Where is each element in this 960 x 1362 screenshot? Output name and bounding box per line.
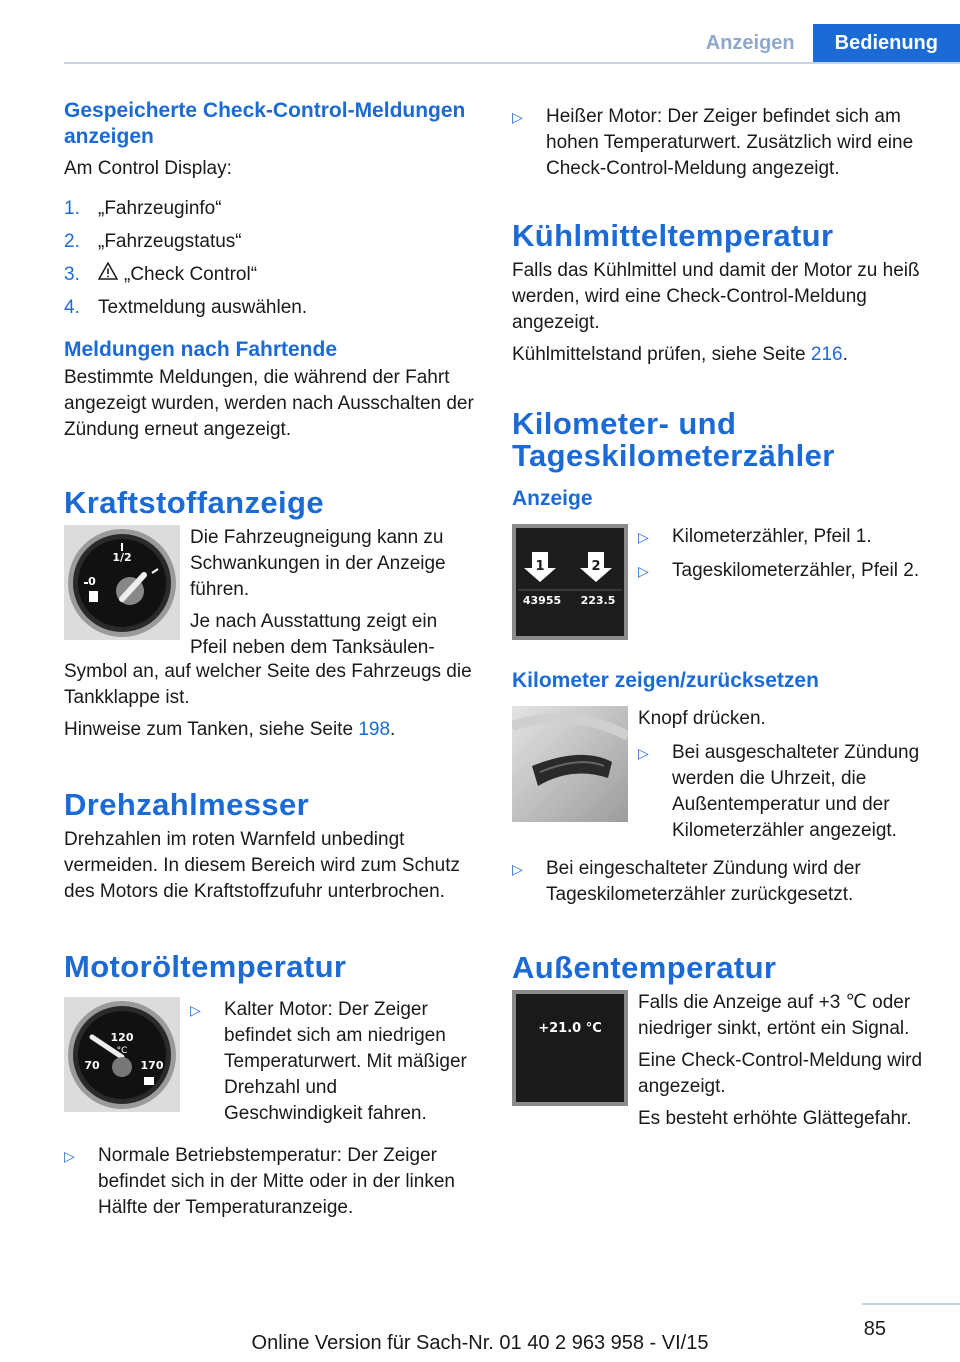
page-number: 85 (863, 1318, 886, 1340)
fuel-half-mark: 1/2 (112, 551, 132, 564)
oil-mid-mark: 120 (110, 1031, 134, 1044)
page-link-198[interactable]: 198 (358, 719, 391, 740)
warning-triangle-icon (98, 262, 124, 288)
motoroel-row (64, 997, 479, 1135)
step-item (64, 295, 479, 321)
km-heading: Kilometer- und Tageskilometerzähler (512, 406, 835, 473)
header-rule (64, 62, 960, 64)
kraftstoff-hint (64, 717, 479, 743)
kraftstoff-heading: Kraftstoffanzeige (64, 485, 324, 520)
reset-row (512, 706, 927, 852)
oil-low-mark: 70 (84, 1059, 100, 1072)
motor-hot-list (512, 104, 927, 182)
reset-heading: Kilometer zeigen/zurücksetzen (512, 669, 819, 692)
oil-high-mark: 170 (140, 1059, 164, 1072)
step-number: 4. (64, 297, 80, 318)
fahrtende-heading: Meldungen nach Fahrtende (64, 338, 338, 361)
left-column (64, 98, 479, 1229)
motoroel-list-a (190, 997, 479, 1135)
list-item (512, 856, 927, 908)
footer-rule (862, 1303, 960, 1305)
reset-text: Knopf drücken. (638, 708, 766, 729)
step-number: 1. (64, 198, 80, 219)
gespeichert-intro: Am Control Display: (64, 158, 232, 179)
motor-hot-text: Heißer Motor: Der Zeiger befindet sich am hohen Temperaturwert. Zusätzlich wird eine Check-Control-Meldung angezeigt. (546, 106, 914, 179)
step-item (64, 262, 479, 288)
triangle-bullet-icon: ▷ (638, 563, 649, 579)
reset-list-a (638, 740, 927, 844)
odometer-arrow-2: 2 (591, 559, 601, 574)
footer-version: Online Version für Sach-Nr. 01 40 2 963 958 - VI/15 (251, 1332, 709, 1354)
step-item (64, 196, 479, 222)
list-item (64, 1143, 479, 1221)
kuehl-check-text: Kühlmittelstand prüfen, siehe Seite (512, 344, 811, 365)
km-item-1: Kilometerzähler, Pfeil 1. (672, 526, 872, 547)
motoroel-item-2: Normale Betriebstemperatur: Der Zeiger befindet sich in der Mitte oder in der linken Hälfte der Temperaturanzeige. (98, 1145, 455, 1218)
list-item (638, 524, 927, 550)
kraftstoff-hint-period: . (390, 719, 396, 740)
list-item (512, 104, 927, 182)
step-item (64, 229, 479, 255)
fuel-zero-mark: 0 (88, 575, 96, 588)
motoroel-heading: Motoröltemperatur (64, 949, 347, 984)
tab-bedienung[interactable]: Bedienung (813, 24, 960, 62)
odometer-display-image (512, 524, 628, 640)
kraftstoff-hint-text: Hinweise zum Tanken, siehe Seite (64, 719, 359, 740)
motoroel-item-1: Kalter Motor: Der Zeiger befindet sich am niedrigen Temperaturwert. Mit mäßiger Drehzahl und Geschwindigkeit fahren. (224, 999, 467, 1124)
triangle-bullet-icon: ▷ (512, 861, 523, 877)
aussen-p1: Falls die Anzeige auf +3 ℃ oder niedriger sinkt, ertönt ein Signal. (638, 992, 911, 1039)
reset-item-1: Bei ausgeschalteter Zündung werden die Uhrzeit, die Außentemperatur und der Kilometerzähler angezeigt. (672, 742, 920, 841)
triangle-bullet-icon: ▷ (638, 529, 649, 545)
triangle-bullet-icon: ▷ (190, 1002, 201, 1018)
triangle-bullet-icon: ▷ (64, 1148, 75, 1164)
kuehl-heading: Kühlmitteltemperatur (512, 218, 834, 253)
tab-anzeigen[interactable]: Anzeigen (688, 24, 813, 62)
drehzahl-text: Drehzahlen im roten Warnfeld unbedingt vermeiden. In diesem Bereich wird zum Schutz des Motors die Kraftstoffzufuhr unterbrochen. (64, 829, 460, 902)
step-number: 2. (64, 231, 80, 252)
list-item (190, 997, 479, 1127)
km-list (638, 524, 927, 592)
aussen-heading: Außentemperatur (512, 950, 777, 985)
odometer-arrow-1: 1 (535, 559, 545, 574)
list-item (638, 558, 927, 584)
kuehl-check (512, 342, 927, 368)
outside-temp-display-image (512, 990, 628, 1106)
oil-unit: °C (116, 1046, 128, 1056)
kuehl-text: Falls das Kühlmittel und damit der Motor zu heiß werden, wird eine Check-Control-Meldung angezeigt. (512, 260, 920, 333)
header-tabs (688, 24, 960, 62)
kraftstoff-p2b: Symbol an, auf welcher Seite des Fahrzeugs die Tankklappe ist. (64, 661, 472, 708)
odometer-total: 43955 (522, 594, 562, 607)
gespeichert-heading: Gespeicherte Check-Control-Meldungen anzeigen (64, 99, 466, 148)
kraftstoff-p1: Die Fahrzeugneigung kann zu Schwankungen in der Anzeige führen. (190, 527, 446, 600)
kuehl-check-period: . (842, 344, 848, 365)
reset-button-image (512, 706, 628, 822)
aussen-p2: Eine Check-Control-Meldung wird angezeigt. (638, 1050, 923, 1097)
odometer-trip: 223.5 (580, 594, 616, 607)
triangle-bullet-icon: ▷ (638, 745, 649, 761)
kraftstoff-p2a: Je nach Ausstattung zeigt ein Pfeil neben dem Tanksäulen- (190, 611, 438, 658)
outside-temp-value: +21.0 °C (538, 1021, 602, 1036)
aussen-p3: Es besteht erhöhte Glättegefahr. (638, 1108, 912, 1129)
reset-item-2: Bei eingeschalteter Zündung wird der Tageskilometerzähler zurückgesetzt. (546, 858, 861, 905)
list-item (638, 740, 927, 844)
fuel-gauge-image (64, 525, 180, 640)
page-link-216[interactable]: 216 (810, 344, 843, 365)
step-text: „Fahrzeugstatus“ (98, 231, 242, 252)
motoroel-list-b (64, 1143, 479, 1221)
km-row (512, 524, 927, 640)
fahrtende-text: Bestimmte Meldungen, die während der Fahrt angezeigt wurden, werden nach Ausschalten der Zündung erneut angezeigt. (64, 367, 474, 440)
step-text: „Fahrzeuginfo“ (98, 198, 222, 219)
oil-temp-gauge-image (64, 997, 180, 1112)
anzeige-heading: Anzeige (512, 487, 593, 510)
kraftstoff-side-text (190, 525, 479, 661)
gespeichert-steps (64, 196, 479, 321)
km-item-2: Tageskilometerzähler, Pfeil 2. (672, 560, 920, 581)
step-text: „Check Control“ (124, 264, 258, 285)
right-column (512, 104, 927, 1136)
step-number: 3. (64, 264, 80, 285)
step-text: Textmeldung auswählen. (98, 297, 308, 318)
triangle-bullet-icon: ▷ (512, 109, 523, 125)
drehzahl-heading: Drehzahlmesser (64, 787, 310, 822)
aussen-row (512, 990, 927, 1136)
aussen-side (638, 990, 927, 1136)
kraftstoff-row (64, 525, 479, 661)
reset-list-b (512, 856, 927, 908)
reset-side (638, 706, 927, 852)
